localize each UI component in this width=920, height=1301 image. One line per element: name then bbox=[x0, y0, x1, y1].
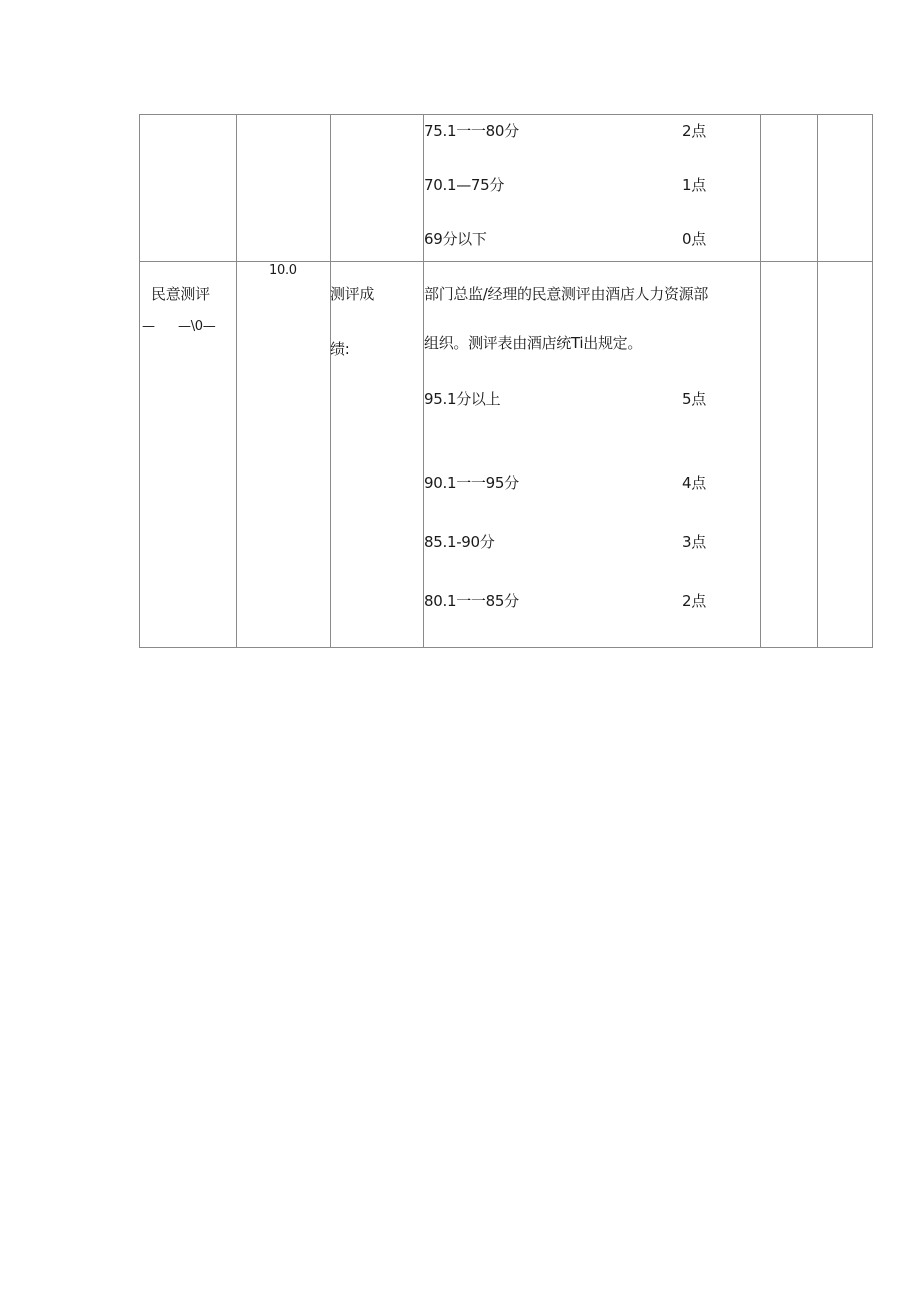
column-divider bbox=[817, 115, 818, 647]
score-points: 0点 bbox=[682, 230, 706, 248]
score-points: 5点 bbox=[682, 390, 706, 408]
item-name-sub: —\0— bbox=[178, 319, 216, 334]
score-points: 1点 bbox=[682, 176, 706, 194]
score-range: 90.1一一95分 bbox=[424, 474, 519, 492]
score-range: 75.1一一80分 bbox=[424, 122, 519, 140]
score-range: 95.1分以上 bbox=[424, 390, 501, 408]
score-range: 80.1一一85分 bbox=[424, 592, 519, 610]
score-range: 69分以下 bbox=[424, 230, 487, 248]
score-points: 3点 bbox=[682, 533, 706, 551]
score-range: 70.1—75分 bbox=[424, 176, 505, 194]
scoring-table bbox=[139, 114, 873, 648]
score-points: 2点 bbox=[682, 592, 706, 610]
score-points: 4点 bbox=[682, 474, 706, 492]
row-divider bbox=[140, 261, 872, 262]
weight-value: 10.0 bbox=[269, 263, 297, 278]
description-text: 组织。测评表由酒店统Ti出规定。 bbox=[424, 334, 643, 352]
score-range: 85.1-90分 bbox=[424, 533, 495, 551]
criterion-label: 测评成 bbox=[330, 285, 375, 303]
item-name-sub: — bbox=[142, 319, 155, 334]
column-divider bbox=[760, 115, 761, 647]
item-name: 民意测评 bbox=[151, 285, 210, 303]
column-divider bbox=[236, 115, 237, 647]
score-points: 2点 bbox=[682, 122, 706, 140]
column-divider bbox=[330, 115, 331, 647]
description-text: 部门总监/经理的民意测评由酒店人力资源部 bbox=[424, 285, 709, 303]
criterion-label: 绩: bbox=[330, 340, 350, 358]
column-divider bbox=[423, 115, 424, 647]
